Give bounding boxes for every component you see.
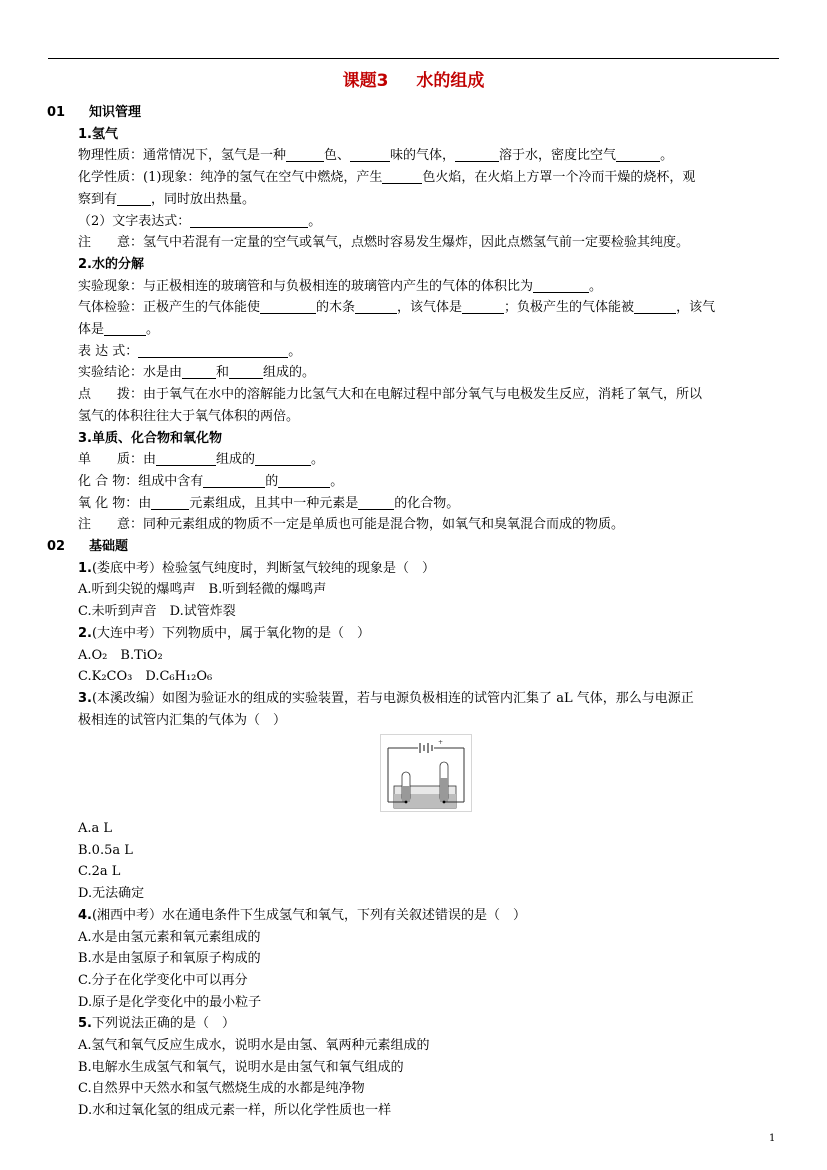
- section-name: 基础题: [89, 539, 129, 555]
- q3-option: A.a L: [78, 821, 113, 836]
- k2-phenomenon: 实验现象：与正极相连的玻璃管和与负极相连的玻璃管内产生的气体的体积比为 。: [78, 278, 603, 294]
- q3-option: B.0.5a L: [78, 842, 133, 858]
- blank[interactable]: [190, 213, 308, 228]
- electrolysis-apparatus-figure: [380, 734, 472, 812]
- blank[interactable]: [455, 147, 499, 162]
- k2-gas-test: 气体检验：正极产生的气体能使 的木条 ，该气体是 ；负极产生的气体能被 ，该气: [78, 300, 716, 316]
- k3-oxide: 氧 化 物：由 元素组成，且其中一种元素是 的化合物。: [78, 495, 460, 511]
- blank[interactable]: [229, 364, 263, 379]
- q2-stem: 2.(大连中考）下列物质中，属于氧化物的是（ ）: [78, 625, 371, 641]
- q5-stem: 5.下列说法正确的是（ ）: [78, 1016, 235, 1032]
- q4-option: A.水是由氢元素和氧元素组成的: [78, 929, 261, 945]
- document-body: [47, 102, 778, 731]
- q2-option: C.K₂CO₃ D.C₆H₁₂O₆: [78, 669, 213, 685]
- blank[interactable]: [203, 473, 265, 488]
- q5-option: C.自然界中天然水和氢气燃烧生成的水都是纯净物: [78, 1081, 365, 1097]
- blank[interactable]: [104, 321, 146, 336]
- section-number: 01: [47, 105, 66, 120]
- q1-stem: 1.(娄底中考）检验氢气纯度时，判断氢气较纯的现象是（ ）: [78, 560, 436, 576]
- blank[interactable]: [156, 451, 216, 466]
- k2-conclusion: 实验结论：水是由 和 组成的。: [78, 365, 316, 381]
- k3-note: 注 意：同种元素组成的物质不一定是单质也可能是混合物，如氧气和臭氧混合而成的物质。: [78, 517, 625, 533]
- blank[interactable]: [462, 299, 504, 314]
- q2-option: A.O₂ B.TiO₂: [78, 647, 163, 663]
- k3-heading: 3.单质、化合物和氧化物: [78, 430, 222, 446]
- blank[interactable]: [382, 169, 422, 184]
- page-number: 1: [769, 1133, 776, 1144]
- blank[interactable]: [286, 147, 324, 162]
- k1-note: 注 意：氢气中若混有一定量的空气或氧气，点燃时容易发生爆炸，因此点燃氢气前一定要检验其纯度。: [78, 235, 690, 251]
- blank[interactable]: [151, 495, 189, 510]
- section-01-heading: [47, 102, 778, 124]
- q3-stem: 3.(本溪改编）如图为验证水的组成的实验装置，若与电源负极相连的试管内汇集了 aL 气体，那么与电源正: [78, 690, 694, 706]
- section-number: 02: [47, 539, 66, 555]
- k1-chemical-cont: 察到有 ，同时放出热量。: [78, 191, 256, 207]
- q5-option: B.电解水生成氢气和氧气，说明水是由氢气和氧气组成的: [78, 1059, 404, 1075]
- k3-compound: 化 合 物：组成中含有 的 。: [78, 473, 344, 489]
- q1-option: A.听到尖锐的爆鸣声 B.听到轻微的爆鸣声: [78, 582, 327, 598]
- page-title: [0, 66, 827, 91]
- k2-tip: 点 拨：由于氧气在水中的溶解能力比氢气大和在电解过程中部分氧气与电极发生反应，消耗了氧气，所以: [78, 387, 703, 403]
- blank[interactable]: [355, 299, 397, 314]
- q4-stem: 4.(湘西中考）水在通电条件下生成氢气和氧气，下列有关叙述错误的是（ ）: [78, 907, 527, 923]
- blank[interactable]: [533, 278, 589, 293]
- blank[interactable]: [358, 495, 394, 510]
- k2-gas-test-cont: 体是 。: [78, 322, 160, 338]
- q5-option: A.氢气和氧气反应生成水，说明水是由氢、氧两种元素组成的: [78, 1038, 430, 1054]
- q4-option: B.水是由氢原子和氧原子构成的: [78, 951, 261, 967]
- k2-tip-cont: 氢气的体积往往大于氧气体积的两倍。: [78, 408, 300, 424]
- top-rule: [48, 58, 779, 59]
- section-02-heading: [47, 536, 778, 558]
- blank[interactable]: [260, 299, 316, 314]
- blank[interactable]: [616, 147, 660, 162]
- svg-text:+: +: [438, 739, 444, 746]
- blank[interactable]: [117, 191, 151, 206]
- q4-option: D.原子是化学变化中的最小粒子: [78, 994, 262, 1010]
- k3-element: 单 质：由 组成的 。: [78, 452, 325, 468]
- q3-option: D.无法确定: [78, 886, 145, 902]
- blank[interactable]: [138, 343, 288, 358]
- title-lesson: 课题3: [342, 71, 389, 91]
- blank[interactable]: [182, 364, 216, 379]
- document-body-lower: [78, 818, 778, 1122]
- k1-expression: （2）文字表达式： 。: [78, 213, 322, 229]
- blank[interactable]: [350, 147, 390, 162]
- k1-heading: 1.氢气: [78, 126, 118, 142]
- blank[interactable]: [255, 451, 311, 466]
- section-name: 知识管理: [89, 105, 142, 120]
- k2-expression: 表 达 式： 。: [78, 343, 302, 359]
- q4-option: C.分子在化学变化中可以再分: [78, 972, 248, 988]
- q1-option: C.未听到声音 D.试管炸裂: [78, 604, 236, 620]
- blank[interactable]: [278, 473, 330, 488]
- q3-option: C.2a L: [78, 864, 121, 880]
- k1-chemical: 化学性质：(1)现象：纯净的氢气在空气中燃烧，产生 色火焰，在火焰上方罩一个冷而干燥的烧杯，观: [78, 170, 696, 186]
- q5-option: D.水和过氧化氢的组成元素一样，所以化学性质也一样: [78, 1103, 392, 1119]
- q3-stem-cont: 极相连的试管内汇集的气体为（ ）: [78, 712, 287, 728]
- title-topic: 水的组成: [416, 71, 485, 91]
- k2-heading: 2.水的分解: [78, 256, 144, 272]
- k1-physical: 物理性质：通常情况下，氢气是一种 色、 味的气体， 溶于水，密度比空气 。: [78, 148, 674, 164]
- blank[interactable]: [634, 299, 676, 314]
